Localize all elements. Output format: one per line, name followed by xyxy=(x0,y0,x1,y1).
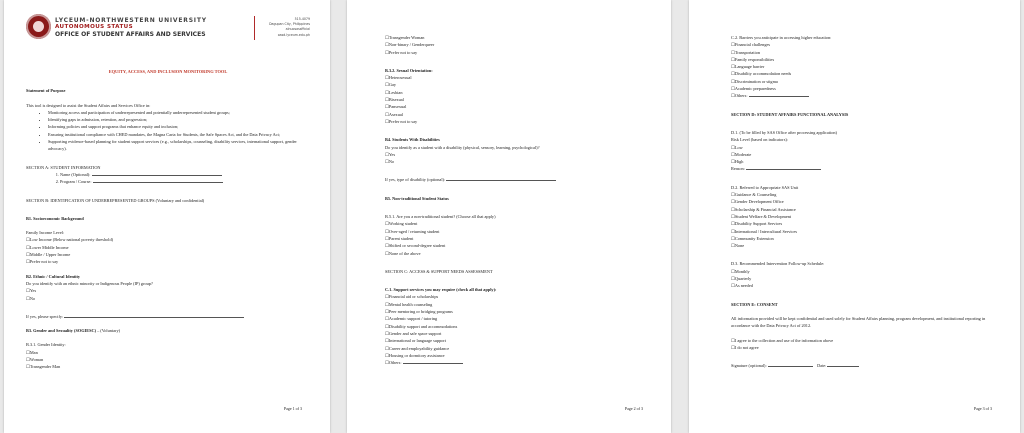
no-checkbox[interactable]: ☐ No xyxy=(26,295,310,302)
list-item: • Supporting evidence-based planning for student support services (e.g., scholarships, counseling, disability services, international support, gender advocacy). xyxy=(48,138,310,153)
disability-type-field[interactable] xyxy=(385,176,647,183)
section-b-heading: SECTION B: IDENTIFICATION OF UNDERREPRESENTED GROUPS (Voluntary and confidential) xyxy=(26,197,205,203)
university-seal-icon xyxy=(26,14,51,39)
list-item: • Informing policies and support programs that enhance equity and inclusion; xyxy=(48,123,310,130)
barrier-checkbox[interactable]: ☐ Language barrier xyxy=(731,63,996,70)
b2-question: Do you identify with an ethnic minority or Indigenous People (IP) group? xyxy=(26,280,153,286)
b1-heading: B1. Socioeconomic Background xyxy=(26,215,84,221)
agree-checkbox[interactable]: ☐ I agree to the collection and use of the information above xyxy=(731,337,996,344)
orientation-checkbox[interactable]: ☐ Asexual xyxy=(385,111,647,118)
b51-question xyxy=(385,213,647,220)
b31-heading: B.3.1. Gender Identity: xyxy=(26,342,66,348)
support-checkbox[interactable]: ☐ Career and employability guidance xyxy=(385,345,647,352)
barrier-checkbox[interactable]: ☐ Financial challenges xyxy=(731,41,996,48)
gender-checkbox[interactable]: ☐ Transgender Man xyxy=(26,363,310,370)
name-field[interactable] xyxy=(60,171,310,178)
gender-checkbox[interactable]: ☐ Non-binary / Genderqueer xyxy=(385,41,647,48)
schedule-checkbox[interactable]: ☐ Quarterly xyxy=(731,275,996,282)
b3-note: – (Voluntary) xyxy=(96,328,121,334)
support-others-field[interactable] xyxy=(385,359,647,366)
gender-checkbox[interactable]: ☐ Woman xyxy=(26,356,310,363)
contact-info xyxy=(269,17,310,38)
income-checkbox[interactable]: ☐ Middle / Upper Income xyxy=(26,251,310,258)
university-name: LYCEUM-NORTHWESTERN UNIVERSITY xyxy=(55,17,207,24)
signature-label: Signature (optional): xyxy=(731,363,767,369)
d3-heading: D.3. Recommended Intervention Follow-up Schedule: xyxy=(731,261,825,267)
risk-level-label: Risk Level (based on indicators): xyxy=(731,137,789,143)
yes-checkbox[interactable]: ☐ Yes xyxy=(26,287,310,294)
signature-row xyxy=(731,362,996,369)
disagree-checkbox[interactable]: ☐ I do not agree xyxy=(731,344,996,351)
address: Dagupan City, Philippines xyxy=(269,22,310,27)
list-item: • Monitoring access and participation of underrepresented and potentially underrepresented student groups; xyxy=(48,109,310,116)
referral-checkbox[interactable]: ☐ None xyxy=(731,242,996,249)
barrier-others-label: ☐ Others: xyxy=(731,93,748,98)
signature-field[interactable] xyxy=(731,363,813,368)
support-others-label: ☐ Others: xyxy=(385,360,402,365)
support-checkbox[interactable]: ☐ Academic support / tutoring xyxy=(385,315,647,322)
consent-text: All information provided will be kept confidential and used solely for Student Affairs planning, program development, and institutional reporting in accordance with the Data Privacy Act of 2012. xyxy=(731,315,986,329)
orientation-checkbox[interactable]: ☐ Lesbian xyxy=(385,89,647,96)
referral-checkbox[interactable]: ☐ Disability Support Services xyxy=(731,220,996,227)
reason-field[interactable] xyxy=(731,165,996,172)
student-info-list xyxy=(26,171,310,186)
yes-checkbox[interactable]: ☐ Yes xyxy=(385,151,647,158)
section-e-heading: SECTION E: CONSENT xyxy=(731,301,778,307)
schedule-checkbox[interactable]: ☐ Monthly xyxy=(731,268,996,275)
section-a-heading: SECTION A: STUDENT INFORMATION xyxy=(26,164,101,170)
document-page-3 xyxy=(689,0,1020,433)
phone-number: 515-4079 xyxy=(294,17,310,21)
purpose-list xyxy=(26,109,310,153)
nontraditional-checkbox[interactable]: ☐ Parent student xyxy=(385,235,647,242)
orientation-checkbox[interactable]: ☐ Prefer not to say xyxy=(385,118,647,125)
support-checkbox[interactable]: ☐ Peer mentoring or bridging programs xyxy=(385,308,647,315)
barrier-others-field[interactable] xyxy=(731,92,996,99)
orientation-checkbox[interactable]: ☐ Heterosexual xyxy=(385,74,647,81)
orientation-checkbox[interactable]: ☐ Pansexual xyxy=(385,103,647,110)
program-field[interactable] xyxy=(60,178,310,185)
support-checkbox[interactable]: ☐ Mental health counseling xyxy=(385,301,647,308)
page-number: Page 3 of 3 xyxy=(973,405,992,411)
referral-checkbox[interactable]: ☐ Gender Development Office xyxy=(731,198,996,205)
c1-heading: C.1. Support services you may require (check all that apply): xyxy=(385,287,497,293)
document-title: EQUITY, ACCESS, AND INCLUSION MONITORING TOOL xyxy=(108,69,228,74)
b4-question: Do you identify as a student with a disability (physical, sensory, learning, psychological)? xyxy=(385,144,540,150)
section-c-heading: SECTION C: ACCESS & SUPPORT NEEDS ASSESSMENT xyxy=(385,268,493,274)
section-d-heading: SECTION D: STUDENT AFFAIRS FUNCTIONAL ANALYSIS xyxy=(731,111,849,117)
b51-text: B.5.1. Are you a non-traditional student? (Choose all that apply) xyxy=(385,214,496,220)
disability-type-label: If yes, type of disability (optional): xyxy=(385,177,446,183)
risk-checkbox[interactable]: ☐ Moderate xyxy=(731,151,996,158)
purpose-heading: Statement of Purpose xyxy=(26,88,66,94)
document-page-2 xyxy=(347,0,671,433)
reason-label: Reason: xyxy=(731,166,745,172)
support-checkbox[interactable]: ☐ Disability support and accommodations xyxy=(385,323,647,330)
program-label: Program / Course: xyxy=(60,179,92,185)
gender-checkbox[interactable]: ☐ Transgender Woman xyxy=(385,34,647,41)
d1-heading: D.1. (To be filled by SAS Office after processing application) xyxy=(731,129,837,135)
org-block xyxy=(55,17,207,38)
autonomous-status: AUTONOMOUS STATUS xyxy=(55,24,134,30)
social-handle: alnuosassfficial xyxy=(285,27,310,32)
office-name: OFFICE OF STUDENT AFFAIRS AND SERVICES xyxy=(55,31,206,38)
page-number: Page 2 of 3 xyxy=(624,405,643,411)
nontraditional-checkbox[interactable]: ☐ Working student xyxy=(385,220,647,227)
income-checkbox[interactable]: ☐ Lower Middle Income xyxy=(26,244,310,251)
d2-heading: D.2. Referred to Appropriate SAS Unit xyxy=(731,184,799,190)
gender-checkbox[interactable]: ☐ Prefer not to say xyxy=(385,49,647,56)
referral-checkbox[interactable]: ☐ International / Intercultural Services xyxy=(731,228,996,235)
income-label: Family Income Level: xyxy=(26,230,65,236)
specify-label: If yes, please specify: xyxy=(26,313,64,319)
b32-heading: B.3.2. Sexual Orientation: xyxy=(385,67,433,73)
list-item: • Identifying gaps in admission, retention, and progression; xyxy=(48,116,310,123)
nontraditional-checkbox[interactable]: ☐ Over-aged / returning student xyxy=(385,228,647,235)
no-checkbox[interactable]: ☐ No xyxy=(385,158,647,165)
referral-checkbox[interactable]: ☐ Scholarship & Financial Assistance xyxy=(731,206,996,213)
gender-checkbox[interactable]: ☐ Man xyxy=(26,349,310,356)
barrier-checkbox[interactable]: ☐ Family responsibilities xyxy=(731,56,996,63)
support-checkbox[interactable]: ☐ International or language support xyxy=(385,337,647,344)
barrier-checkbox[interactable]: ☐ Discrimination or stigma xyxy=(731,78,996,85)
income-checkbox[interactable]: ☐ Prefer not to say xyxy=(26,258,310,265)
orientation-checkbox[interactable]: ☐ Gay xyxy=(385,81,647,88)
referral-checkbox[interactable]: ☐ Community Extension xyxy=(731,235,996,242)
date-label: Date: xyxy=(817,363,827,369)
name-label: Name (Optional): xyxy=(60,171,91,177)
page-number: Page 1 of 3 xyxy=(283,405,302,411)
nontraditional-checkbox[interactable]: ☐ None of the above xyxy=(385,250,647,257)
list-item: • Ensuring institutional compliance with CHED mandates, the Magna Carta for Students, the Safe Spaces Act, and the Data Privacy Act; xyxy=(48,131,310,138)
referral-checkbox[interactable]: ☐ Guidance & Counseling xyxy=(731,191,996,198)
income-checkbox[interactable]: ☐ Low Income (Below national poverty threshold) xyxy=(26,236,310,243)
orientation-checkbox[interactable]: ☐ Bisexual xyxy=(385,96,647,103)
b2-heading: B2. Ethnic / Cultural Identity xyxy=(26,273,81,279)
document-page-1 xyxy=(4,0,330,433)
support-checkbox[interactable]: ☐ Financial aid or scholarships xyxy=(385,293,647,300)
risk-checkbox[interactable]: ☐ High xyxy=(731,158,996,165)
barrier-checkbox[interactable]: ☐ Academic preparedness xyxy=(731,85,996,92)
referral-checkbox[interactable]: ☐ Student Welfare & Development xyxy=(731,213,996,220)
barrier-checkbox[interactable]: ☐ Transportation xyxy=(731,49,996,56)
nontraditional-checkbox[interactable]: ☐ Shifted or second-degree student xyxy=(385,242,647,249)
support-checkbox[interactable]: ☐ Gender and safe space support xyxy=(385,330,647,337)
header-divider xyxy=(254,16,255,40)
date-field[interactable] xyxy=(817,363,859,368)
b5-heading: B5. Non-traditional Student Status xyxy=(385,195,449,201)
purpose-intro: This tool is designed to assist the Student Affairs and Services Office in: xyxy=(26,102,151,108)
b4-heading: B4. Students With Disabilities xyxy=(385,137,440,143)
schedule-checkbox[interactable]: ☐ As needed xyxy=(731,282,996,289)
website: oasd.lyceum.edu.ph xyxy=(277,32,310,37)
support-checkbox[interactable]: ☐ Housing or dormitory assistance xyxy=(385,352,647,359)
specify-field[interactable] xyxy=(26,313,310,320)
letterhead xyxy=(26,6,310,46)
c2-heading: C.2. Barriers you anticipate in accessing higher education: xyxy=(731,35,832,40)
risk-checkbox[interactable]: ☐ Low xyxy=(731,144,996,151)
b3-heading: B3. Gender and Sexuality (SOGIESC) xyxy=(26,328,96,334)
barrier-checkbox[interactable]: ☐ Disability accommodation needs xyxy=(731,70,996,77)
